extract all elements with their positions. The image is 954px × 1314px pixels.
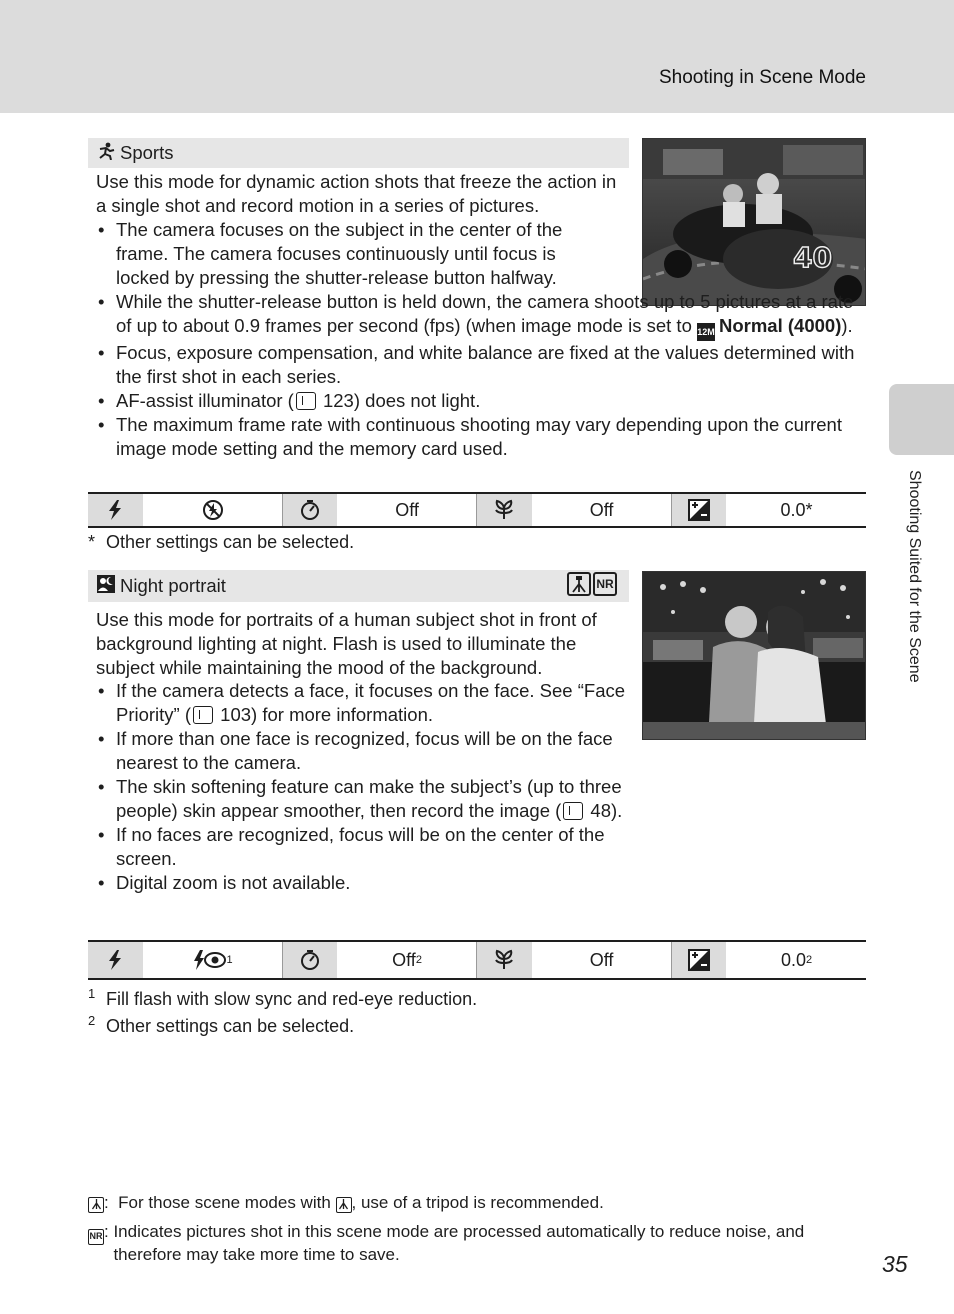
sports-bullets: [96, 218, 856, 461]
self-timer-icon: [283, 494, 339, 526]
macro-value: Off: [533, 942, 672, 978]
night-portrait-heading: [88, 570, 629, 602]
kart-number: 40: [793, 241, 832, 274]
sports-settings-table: [88, 492, 866, 528]
flash-icon: [88, 942, 144, 978]
night-portrait-settings-table: [88, 940, 866, 980]
tripod-inline-icon: [336, 1197, 352, 1213]
list-item: [96, 290, 856, 341]
list-item: • Focus, exposure compensation, and white balance are fixed at the values determined with the first shot in each series.: [96, 341, 856, 389]
sports-bullet2-text: While the shutter-release button is held down, the camera shoots up to 5 pictures at a rate of up to about 0.9 frames per second (fps) (when image mode is set to 12M Normal (4000)).: [116, 291, 853, 336]
slow-sync-red-eye-icon: [192, 949, 226, 971]
noise-reduction-icon: NR: [593, 572, 617, 596]
page-number: 35: [882, 1251, 908, 1277]
self-timer-icon: [283, 942, 339, 978]
page-reference-icon: [296, 392, 316, 410]
night-portrait-footnote-1: 1 Fill flash with slow sync and red-eye reduction.: [88, 986, 478, 1009]
page-reference-icon: [563, 802, 583, 820]
list-item: • The maximum frame rate with continuous shooting may vary depending upon the current image mode setting and the memory card used.: [96, 413, 856, 461]
tripod-key-icon: [88, 1197, 104, 1213]
exposure-compensation-icon: [672, 942, 728, 978]
flash-value: [144, 494, 283, 526]
legend-noise-reduction: NR: Indicates pictures shot in this scene mode are processed automatically to reduce noise, and therefore may take more time to save.: [89, 1222, 805, 1264]
night-portrait-title: Night portrait: [120, 575, 226, 596]
macro-icon: [477, 942, 533, 978]
list-item: • The camera focuses on the subject in the center of the frame. The camera focuses continuously until focus is locked by pressing the shutter-release button halfway.: [96, 218, 586, 290]
image-mode-icon: 12M: [697, 323, 715, 341]
sports-intro: Use this mode for dynamic action shots that freeze the action in a single shot and record motion in a series of pictures.: [96, 171, 617, 216]
exposure-compensation-icon: [672, 494, 728, 526]
night-portrait-footnote-2: 2 Other settings can be selected.: [88, 1013, 355, 1036]
exposure-compensation-value: 0.0 2: [780, 949, 813, 970]
self-timer-value: Off: [338, 494, 477, 526]
flash-value: 1: [144, 942, 283, 978]
legend-tripod: : For those scene modes with , use of a tripod is recommended.: [88, 1191, 848, 1214]
list-item: • Digital zoom is not available.: [96, 871, 626, 895]
list-item: • AF-assist illuminator ( 123) does not light.: [96, 389, 856, 413]
list-item: • The skin softening feature can make the subject’s (up to three people) skin appear smoother, then record the image ( 48).: [96, 775, 626, 823]
sports-title: Sports: [120, 142, 174, 163]
tripod-icon: [567, 572, 591, 596]
sports-footnote: * Other settings can be selected.: [88, 532, 355, 552]
list-item: • If no faces are recognized, focus will be on the center of the screen.: [96, 823, 626, 871]
macro-value: Off: [533, 494, 672, 526]
sports-icon: [96, 142, 116, 165]
list-item: • If more than one face is recognized, focus will be on the face nearest to the camera.: [96, 727, 626, 775]
header-band: [0, 0, 954, 113]
page-header-title: Shooting in Scene Mode: [658, 67, 866, 88]
exposure-compensation-value: 0.0*: [780, 499, 813, 520]
night-portrait-icon: [96, 574, 116, 599]
self-timer-value: Off 2: [338, 942, 477, 978]
page-reference-icon: [193, 706, 213, 724]
sports-heading: [88, 138, 629, 168]
night-portrait-photo: [642, 571, 866, 740]
flash-icon: [88, 494, 144, 526]
flash-off-icon: [202, 499, 224, 521]
side-tab-label: Shooting Suited for the Scene: [906, 470, 923, 683]
noise-reduction-key-icon: NR: [88, 1229, 104, 1245]
list-item: • If the camera detects a face, it focuses on the face. See “Face Priority” ( 103) for more information.: [96, 679, 626, 727]
side-tab: [889, 384, 954, 455]
night-portrait-intro: Use this mode for portraits of a human subject shot in front of background lighting at night. Flash is used to illuminate the subject while maintaining the mood of the background.: [96, 609, 597, 678]
night-portrait-bullets: [96, 679, 626, 895]
night-portrait-mode-icons: [567, 572, 617, 596]
macro-icon: [477, 494, 533, 526]
